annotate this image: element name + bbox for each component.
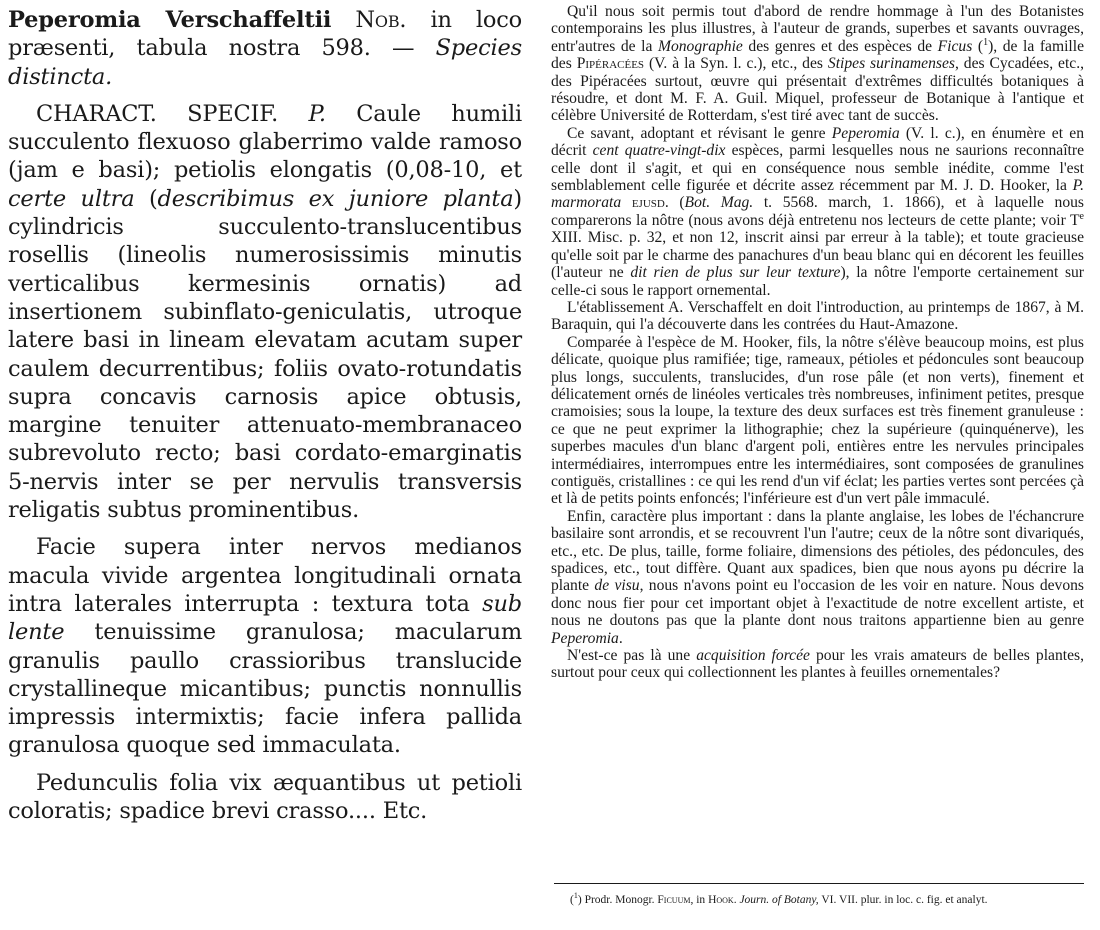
text-run: . xyxy=(618,629,623,647)
latin-description-column xyxy=(8,6,522,825)
text-run-italic: certe ultra xyxy=(8,185,135,212)
text-run: ), de la famille des xyxy=(551,37,1084,73)
text-run-italic: P. xyxy=(308,100,326,127)
species-author: Nob. xyxy=(331,7,407,33)
superscript: e xyxy=(1079,210,1084,222)
text-run: Enfin, caractère plus important : dans la plante anglaise, les lobes de l'échancrure basilaire sont arrondis, et se recouvrent l'un l'autre; ceux de la nôtre sont divariqués, etc., etc. De plus, taille, forme foliaire, dimensions des pétioles, des pédoncules, des spadices, etc., tout diffère. Quant aux spadices, bien que nous ayons pu décrire la plante xyxy=(551,507,1084,595)
text-run-italic: Journ. of Botany, xyxy=(739,894,819,906)
text-run-italic: sub lente xyxy=(8,590,522,646)
species-title: Peperomia Verschaffeltii xyxy=(8,7,332,33)
text-run: , in xyxy=(690,894,709,906)
peduncle-paragraph xyxy=(8,769,522,826)
commentary-paragraph-5 xyxy=(551,508,1084,647)
text-run: (V. à la Syn. l. c.), etc., des xyxy=(644,55,828,73)
commentary-paragraph-6 xyxy=(551,647,1084,682)
text-run: CHARACT. SPECIF. xyxy=(36,100,309,127)
text-run-italic: acquisition forcée xyxy=(696,647,810,665)
text-run-smallcaps: Pipéracées xyxy=(576,55,645,73)
text-run: XIII. Misc. p. 32, et non 12, inscrit ainsi par erreur à la table); et toute gracieuse qu'elle soit par le charme des panachures d'un beau blanc qui en décorent les feuilles (l'auteur ne xyxy=(551,229,1084,282)
text-run: ) cylindricis succulento-translucentibus rosellis (lineolis numerosissimis minutis verticalibus kermesinis ornatis) ad insertionem subinflato-geniculatis, utroque latere basi in lineam elevatam acutam super caulem decurrentibus; foliis ovato-rotundatis supra concavis carnosis apice obtusis, margine tenuiter attenuato-membranaceo subrevoluto recto; basi cordato-emarginatis 5-nervis inter se per nervulis transversis religatis subtus prominentibus. xyxy=(8,185,522,524)
footnote-divider xyxy=(554,883,1084,884)
text-run: N'est-ce pas là une xyxy=(567,647,697,665)
text-run-italic: Ficus xyxy=(937,37,973,55)
text-run: ), la nôtre l'emporte certainement sur celle-ci sous le rapport ornemental. xyxy=(551,264,1084,299)
text-run-italic: cent quatre-vingt-dix xyxy=(592,142,726,160)
text-run-italic: P. marmorata xyxy=(551,177,1084,212)
leaf-surface-paragraph xyxy=(8,533,522,759)
text-run: . xyxy=(733,894,740,906)
text-run: Ce savant, adoptant et révisant le genre xyxy=(567,124,832,142)
commentary-paragraph-2 xyxy=(551,125,1084,299)
french-commentary-column xyxy=(551,3,1084,682)
character-paragraph xyxy=(8,100,522,524)
text-run-italic: describimus ex juniore planta xyxy=(157,185,514,212)
text-run: tenuissime granulosa; macularum granulis paullo crassioribus translucide crystallineque micantibus; punctis nonnullis impressis intermixtis; facie infera pallida granulosa quoque sed immaculata. xyxy=(8,619,522,759)
text-run: Comparée à l'espèce de M. Hooker, fils, la nôtre s'élève beaucoup moins, est plus délicate, quoique plus ramifiée; tige, rameaux, pétioles et pédoncules sont beaucoup plus longs, succulents, translucides, d'un rose pâle (et non verts), finement et délicatement ornés de linéoles verticales très nombreuses, infiniment petites, presque cramoisies; sous la loupe, la texture des deux surfaces est très finement granuleuse : ce que ne peut exprimer la lithographie; chez la supérieure (quinquénerve), les superbes macules d'un blanc d'argent poli, entières entre les nervules principales intermédiaires, interrompues entre les intermédiaires, sont composées de granulines contiguës, cristallines : ce qui les rend d'un vif éclat; les parties vertes sont percées çà et là de petits points enfoncés; l'inférieure est d'un vert pâle immaculé. xyxy=(551,333,1084,508)
text-run: , nous n'avons point eu l'occasion de les voir en nature. Nous devons donc nous fier pour cet important objet à l'exactitude de notre excellent artiste, et nous ne doutons pas que la plante dont nous traitons appartienne bien au genre xyxy=(551,577,1084,630)
text-run: in loco præsenti, tabula nostra 598. — xyxy=(8,7,522,62)
text-run: ( xyxy=(972,37,984,55)
text-run: Caule humili succulento flexuoso glaberrimo valde ramoso (jam e basi); petiolis elongatis (0,08-10, et xyxy=(8,100,522,184)
text-run-italic: dit rien de plus sur leur texture xyxy=(630,264,841,282)
text-run-italic: Peperomia xyxy=(831,124,900,142)
text-run: Prodr. Monogr. xyxy=(581,894,658,906)
footnote-reference: 1 xyxy=(983,36,989,48)
text-run: espèces, parmi lesquelles nous ne saurions reconnaître celle dont il s'agit, et qui en conséquence nous semble inédite, comme l'est semblablement celle figurée et décrite assez récemment par M. J. D. Hooker, la xyxy=(551,142,1085,195)
text-run-italic: Bot. Mag. xyxy=(684,194,754,212)
text-run-italic: Species distincta. xyxy=(8,35,522,90)
text-run-smallcaps: ejusd. xyxy=(621,194,669,212)
text-run-italic: Monographie xyxy=(657,37,743,55)
text-run: Pedunculis folia vix æquantibus ut petioli coloratis; spadice brevi crasso.... Etc. xyxy=(8,769,522,825)
text-run: ( xyxy=(668,194,685,212)
commentary-paragraph-3 xyxy=(551,299,1084,334)
text-run: VI. VII. plur. in loc. c. fig. et analyt. xyxy=(818,894,988,906)
text-run: Qu'il nous soit permis tout d'abord de rendre hommage à l'un des Botanistes contemporains les plus illustres, à l'auteur de grands, superbes et savants ouvrages, entr'autres de la xyxy=(551,3,1084,55)
text-run: des genres et des espèces de xyxy=(742,37,938,55)
text-run: (V. l. c.), en énumère et en décrit xyxy=(551,124,1084,160)
text-run-italic: Peperomia xyxy=(551,629,619,647)
text-run: L'établissement A. Verschaffelt en doit l'introduction, au printemps de 1867, à M. Baraquin, qui l'a découverte dans les contrées du Haut-Amazone. xyxy=(551,298,1084,334)
text-run: Facie supera inter nervos medianos macula vivide argentea longitudinali ornata intra laterales interrupta : textura tota xyxy=(8,534,522,617)
commentary-paragraph-1 xyxy=(551,3,1084,125)
text-run-italic: Stipes surinamenses xyxy=(827,55,955,73)
text-run: ( xyxy=(134,185,158,212)
text-run-smallcaps: Ficuum xyxy=(657,894,691,906)
text-run: pour les vrais amateurs de belles plantes, surtout pour ceux qui collectionnent les plantes à feuilles ornementales? xyxy=(551,647,1084,682)
commentary-paragraph-4 xyxy=(551,334,1084,508)
text-run-smallcaps: Hook xyxy=(708,894,734,906)
text-run: , des Cycadées, etc., des Pipéracées surtout, œuvre qui présentait d'extrêmes difficultés botaniques à résoudre, et dont M. F. A. Guil. Miquel, professeur de Botanique à l'antique et célèbre Université de Rotterdam, s'est tiré avec tant de succès. xyxy=(551,55,1085,125)
footnote: ($^1$) Prodr. Monogr. Ficuum, in Hook. Journ. of Botany, VI. VII. plur. in loc. c. fig. et analyt. xyxy=(570,891,988,906)
text-run-italic: de visu xyxy=(594,577,640,595)
footnote-mark: 1 xyxy=(573,891,578,901)
species-heading-paragraph xyxy=(8,6,522,91)
text-run: t. 5568. march, 1. 1866), et à laquelle nous comparerons la nôtre (nous avons déjà entretenu nos lecteurs de cette plante; voir T xyxy=(551,194,1084,229)
